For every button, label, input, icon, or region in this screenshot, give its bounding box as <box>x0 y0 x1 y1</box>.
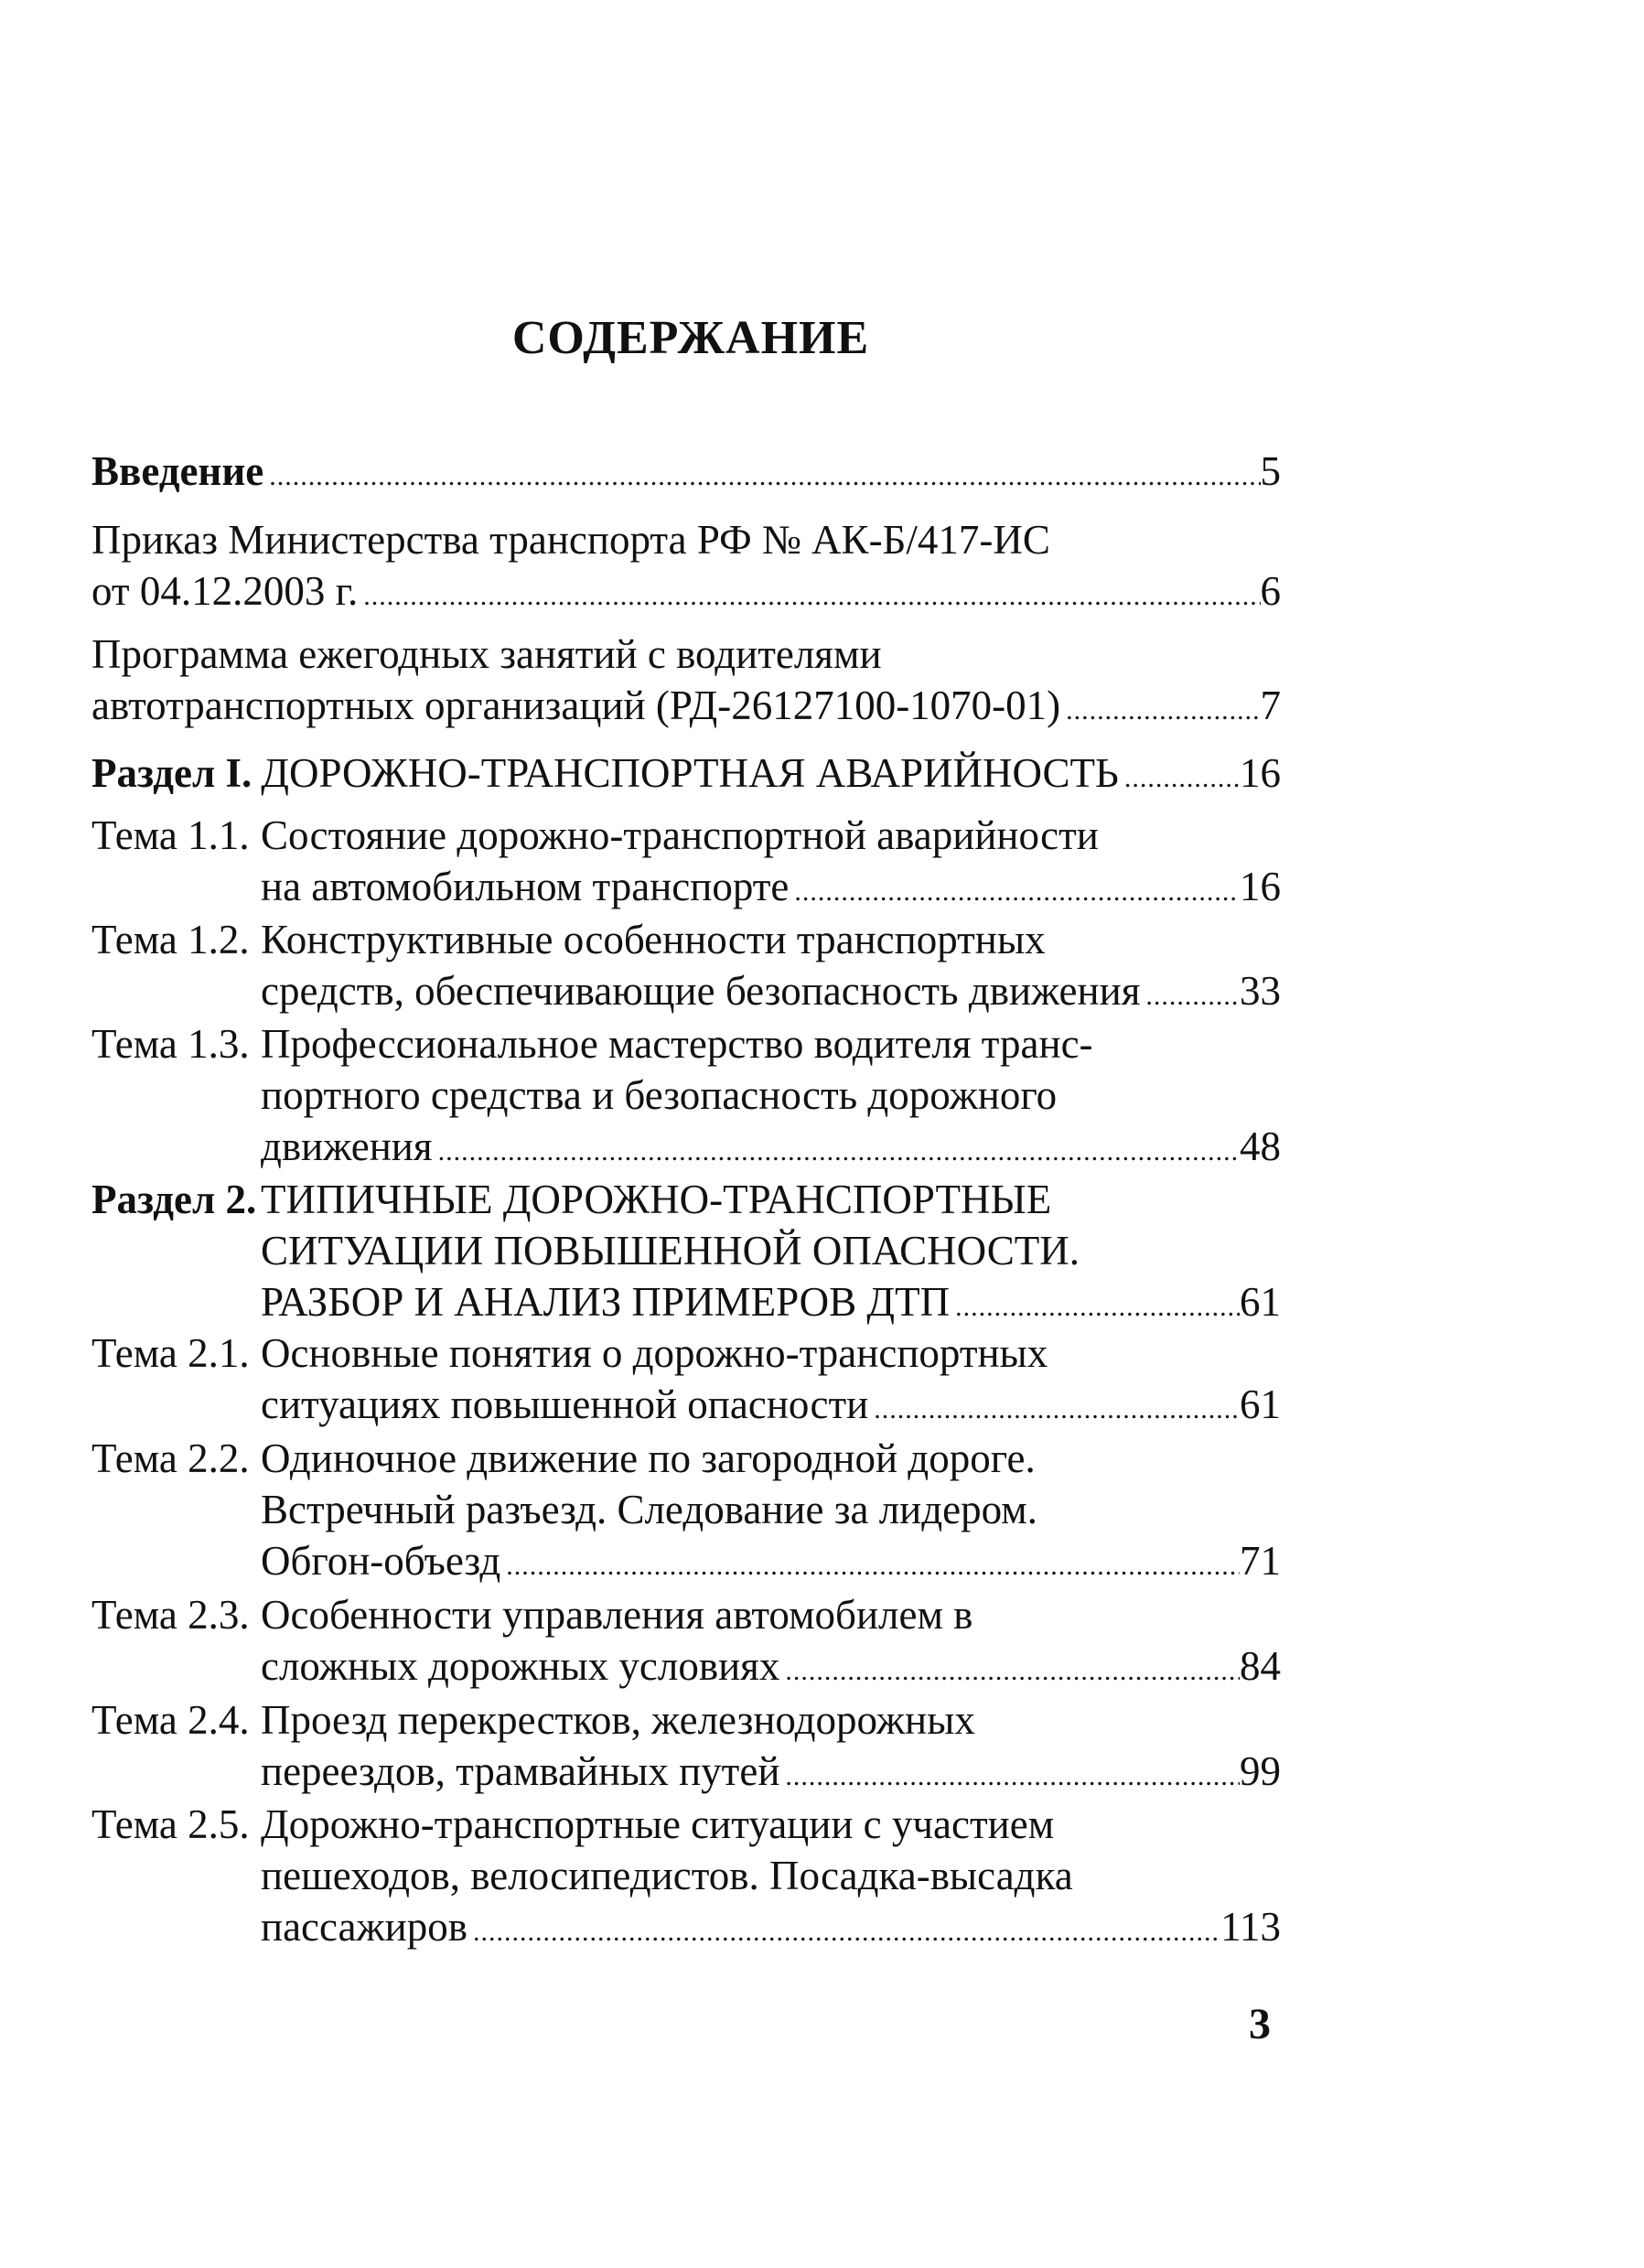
toc-entry-title: ДОРОЖНО-ТРАНСПОРТНАЯ АВАРИЙНОСТЬ <box>261 750 1119 796</box>
toc-topic-label: Тема 2.4. <box>91 1697 250 1743</box>
dot-leader <box>358 572 1260 621</box>
page-title: СОДЕРЖАНИЕ <box>511 312 870 364</box>
toc-entry-title: Конструктивные особенности транспортных <box>261 917 1046 962</box>
toc-page-number: 5 <box>1260 448 1281 494</box>
dot-leader <box>1060 686 1260 736</box>
toc-entry-title: пассажиров <box>261 1904 467 1950</box>
toc-entry-title: Приказ Министерства транспорта РФ № АК-Б/417-ИС <box>91 517 1050 563</box>
toc-page-number: 6 <box>1260 568 1281 614</box>
toc-page-number: 33 <box>1240 968 1281 1014</box>
dot-leader <box>467 1908 1220 1957</box>
toc-entry-title: ситуациях повышенной опасности <box>261 1381 869 1427</box>
toc-entry-title: сложных дорожных условиях <box>261 1643 780 1689</box>
toc-page-number: 84 <box>1240 1643 1281 1689</box>
toc-page-number: 48 <box>1240 1123 1281 1169</box>
toc-entry-title: Профессиональное мастерство водителя транс- <box>261 1021 1093 1067</box>
dot-leader <box>779 1752 1240 1801</box>
dot-leader <box>1119 754 1240 803</box>
page-number: 3 <box>1249 2000 1271 2048</box>
toc-entry-title: Дорожно-транспортные ситуации с участием <box>261 1801 1055 1847</box>
toc-entry-title: Обгон-объезд <box>261 1538 501 1584</box>
dot-leader <box>868 1385 1240 1435</box>
toc-page-number: 7 <box>1260 683 1281 728</box>
toc-entry-title: автотранспортных организаций (РД-26127100-1070-01) <box>91 683 1061 728</box>
toc-entry-title: РАЗБОР И АНАЛИЗ ПРИМЕРОВ ДТП <box>261 1279 951 1325</box>
toc-page-number: 61 <box>1240 1279 1281 1325</box>
toc-entry-title: движения <box>261 1123 433 1169</box>
dot-leader <box>500 1542 1240 1591</box>
toc-page-number: 16 <box>1240 864 1281 909</box>
dot-leader <box>433 1127 1240 1177</box>
dot-leader <box>1140 972 1240 1021</box>
toc-entry-title: Программа ежегодных занятий с водителями <box>91 631 882 677</box>
toc-entry-title: переездов, трамвайных путей <box>261 1748 780 1794</box>
toc-topic-label: Тема 1.3. <box>91 1021 250 1067</box>
dot-leader <box>779 1647 1240 1696</box>
toc-entry-title: СИТУАЦИИ ПОВЫШЕННОЙ ОПАСНОСТИ. <box>261 1228 1080 1274</box>
toc-topic-label: Тема 2.5. <box>91 1801 250 1847</box>
toc-page-number: 16 <box>1240 750 1281 796</box>
toc-topic-label: Тема 1.1. <box>91 812 250 858</box>
toc-section-label: Раздел I. <box>91 750 253 796</box>
toc-page-number: 113 <box>1220 1904 1281 1950</box>
toc-topic-label: Тема 1.2. <box>91 917 250 962</box>
toc-entry-title: Проезд перекрестков, железнодорожных <box>261 1697 975 1743</box>
toc-topic-label: Тема 2.1. <box>91 1330 250 1376</box>
toc-topic-label: Тема 2.2. <box>91 1435 250 1481</box>
toc-entry-title: Основные понятия о дорожно-транспортных <box>261 1330 1048 1376</box>
toc-entry-title: Одиночное движение по загородной дороге. <box>261 1435 1036 1481</box>
toc-page-number: 71 <box>1240 1538 1281 1584</box>
toc-entry-title: Введение <box>91 448 264 494</box>
toc-section-label: Раздел 2. <box>91 1177 257 1222</box>
toc-entry-title: Состояние дорожно-транспортной аварийности <box>261 812 1099 858</box>
toc-page-number: 61 <box>1240 1381 1281 1427</box>
dot-leader <box>789 867 1240 917</box>
table-of-contents <box>91 0 1281 2268</box>
toc-page-number: 99 <box>1240 1748 1281 1794</box>
toc-entry-title: Встречный разъезд. Следование за лидером. <box>261 1487 1038 1532</box>
toc-entry-title: пешеходов, велосипедистов. Посадка-высадка <box>261 1853 1073 1898</box>
toc-entry-title: Особенности управления автомобилем в <box>261 1592 973 1638</box>
toc-topic-label: Тема 2.3. <box>91 1592 250 1638</box>
toc-entry-title: ТИПИЧНЫЕ ДОРОЖНО-ТРАНСПОРТНЫЕ <box>261 1177 1052 1222</box>
toc-entry-title: портного средства и безопасность дорожного <box>261 1072 1058 1118</box>
dot-leader <box>950 1283 1240 1332</box>
toc-entry-title: на автомобильном транспорте <box>261 864 790 909</box>
dot-leader <box>263 452 1260 501</box>
toc-entry-title: от 04.12.2003 г. <box>91 568 359 614</box>
toc-entry-title: средств, обеспечивающие безопасность движения <box>261 968 1141 1014</box>
